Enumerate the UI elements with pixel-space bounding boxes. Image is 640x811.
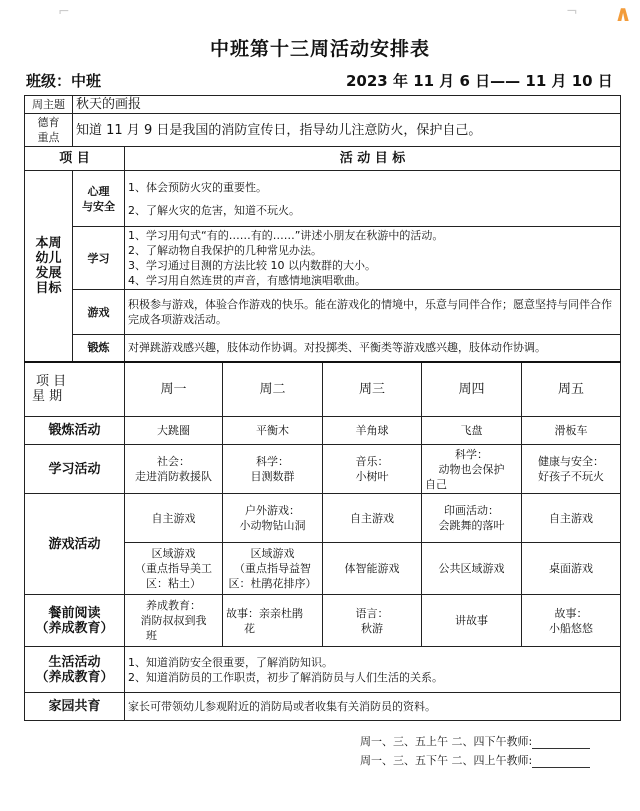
reading-cell: 养成教育： 消防叔叔到我 班 — [125, 595, 223, 647]
goals-header: 活 动 目 标 — [125, 147, 621, 171]
study-cell: 科学： 动物也会保护 自己 — [422, 445, 522, 494]
footer-line-1: 周一、三、五上午 二、四下午教师: — [360, 733, 590, 749]
family-label: 家园共育 — [25, 693, 125, 721]
day-thu: 周四 — [422, 362, 522, 417]
theme-label: 周主题 — [25, 96, 73, 114]
day-mon: 周一 — [125, 362, 223, 417]
footer-line-2: 周一、三、五下午 二、四上午教师: — [360, 752, 590, 768]
goal-study-row — [25, 227, 621, 290]
health-label: 心理 与安全 — [73, 171, 125, 227]
game-cell: 自主游戏 — [522, 494, 621, 543]
exercise-activity-label: 锻炼活动 — [25, 417, 125, 445]
study-activity-label: 学习活动 — [25, 445, 125, 494]
game-cell: 印画活动： 会跳舞的落叶 — [422, 494, 522, 543]
exercise-cell: 平衡木 — [223, 417, 323, 445]
schedule-header-row — [25, 362, 621, 417]
study-label: 学习 — [73, 227, 125, 290]
schedule-corner: 项 目 星 期 — [25, 362, 125, 417]
game-cell: 自主游戏 — [323, 494, 422, 543]
game-label: 游戏 — [73, 290, 125, 335]
goal-health-row — [25, 171, 621, 227]
day-wed: 周三 — [323, 362, 422, 417]
goal-game-row — [25, 290, 621, 335]
goal-exercise-row — [25, 335, 621, 362]
week-goal-label: 本周 幼儿 发展 目标 — [25, 171, 73, 362]
reading-cell: 讲故事 — [422, 595, 522, 647]
game-activity-label: 游戏活动 — [25, 494, 125, 595]
game-cell: 区域游戏 （重点指导益智 区：杜鹃花排序） — [223, 543, 323, 595]
reading-cell: 语言： 秋游 — [323, 595, 422, 647]
day-tue: 周二 — [223, 362, 323, 417]
exercise-cell: 飞盘 — [422, 417, 522, 445]
date-range: 2023 年 11 月 6 日—— 11 月 10 日 — [346, 72, 613, 90]
reading-cell: 故事： 小船悠悠 — [522, 595, 621, 647]
orange-mark-icon: ∧ — [614, 2, 632, 27]
crop-mark-right: ¬ — [566, 4, 578, 20]
family-content: 家长可带领幼儿参观附近的消防局或者收集有关消防员的资料。 — [125, 693, 621, 721]
family-row — [25, 693, 621, 721]
game-cell: 户外游戏： 小动物钻山洞 — [223, 494, 323, 543]
goals-item-header: 项 目 — [25, 147, 125, 171]
class-label: 班级：中班 — [26, 72, 102, 90]
reading-cell: 故事：亲亲杜鹃 花 — [223, 595, 323, 647]
study-cell: 音乐： 小树叶 — [323, 445, 422, 494]
study-cell: 社会： 走进消防救援队 — [125, 445, 223, 494]
game-activity-row-1 — [25, 494, 621, 543]
reading-label: 餐前阅读 （养成教育） — [25, 595, 125, 647]
life-content: 1、知道消防安全很重要，了解消防知识。 2、知道消防员的工作职责，初步了解消防员与人们生活的关系。 — [125, 647, 621, 693]
day-fri: 周五 — [522, 362, 621, 417]
study-activity-row — [25, 445, 621, 494]
exercise-activity-row — [25, 417, 621, 445]
exercise-cell: 大跳圈 — [125, 417, 223, 445]
life-row — [25, 647, 621, 693]
theme-row — [25, 96, 621, 114]
game-cell: 公共区域游戏 — [422, 543, 522, 595]
moral-value: 知道 11 月 9 日是我国的消防宣传日，指导幼儿注意防火，保护自己。 — [73, 114, 621, 147]
moral-row — [25, 114, 621, 147]
crop-mark-left: ⌐ — [58, 4, 70, 20]
exercise-goals: 对弹跳游戏感兴趣，肢体动作协调。对投掷类、平衡类等游戏感兴趣，肢体动作协调。 — [125, 335, 621, 362]
game-cell: 体智能游戏 — [323, 543, 422, 595]
life-label: 生活活动 （养成教育） — [25, 647, 125, 693]
reading-row — [25, 595, 621, 647]
study-goals: 1、学习用句式“有的……有的……”讲述小朋友在秋游中的活动。 2、了解动物自我保护的几种常见办法。 3、学习通过目测的方法比较 10 以内数群的大小。 4、学习用自然连贯的声音，有感情地演唱歌曲。 — [125, 227, 621, 290]
schedule-table — [24, 95, 621, 721]
game-cell: 自主游戏 — [125, 494, 223, 543]
health-goals: 1、体会预防火灾的重要性。 2、了解火灾的危害，知道不玩火。 — [125, 171, 621, 227]
game-cell: 桌面游戏 — [522, 543, 621, 595]
goals-header-row — [25, 147, 621, 171]
exercise-cell: 滑板车 — [522, 417, 621, 445]
page-title: 中班第十三周活动安排表 — [209, 38, 430, 60]
game-goals: 积极参与游戏，体验合作游戏的快乐。能在游戏化的情境中，乐意与同伴合作；愿意坚持与同伴合作完成各项游戏活动。 — [125, 290, 621, 335]
game-cell: 区域游戏 （重点指导美工 区：粘土） — [125, 543, 223, 595]
study-cell: 科学： 目测数群 — [223, 445, 323, 494]
moral-label: 德育 重点 — [25, 114, 73, 147]
exercise-label: 锻炼 — [73, 335, 125, 362]
study-cell: 健康与安全： 好孩子不玩火 — [522, 445, 621, 494]
theme-value: 秋天的画报 — [73, 96, 621, 114]
exercise-cell: 羊角球 — [323, 417, 422, 445]
